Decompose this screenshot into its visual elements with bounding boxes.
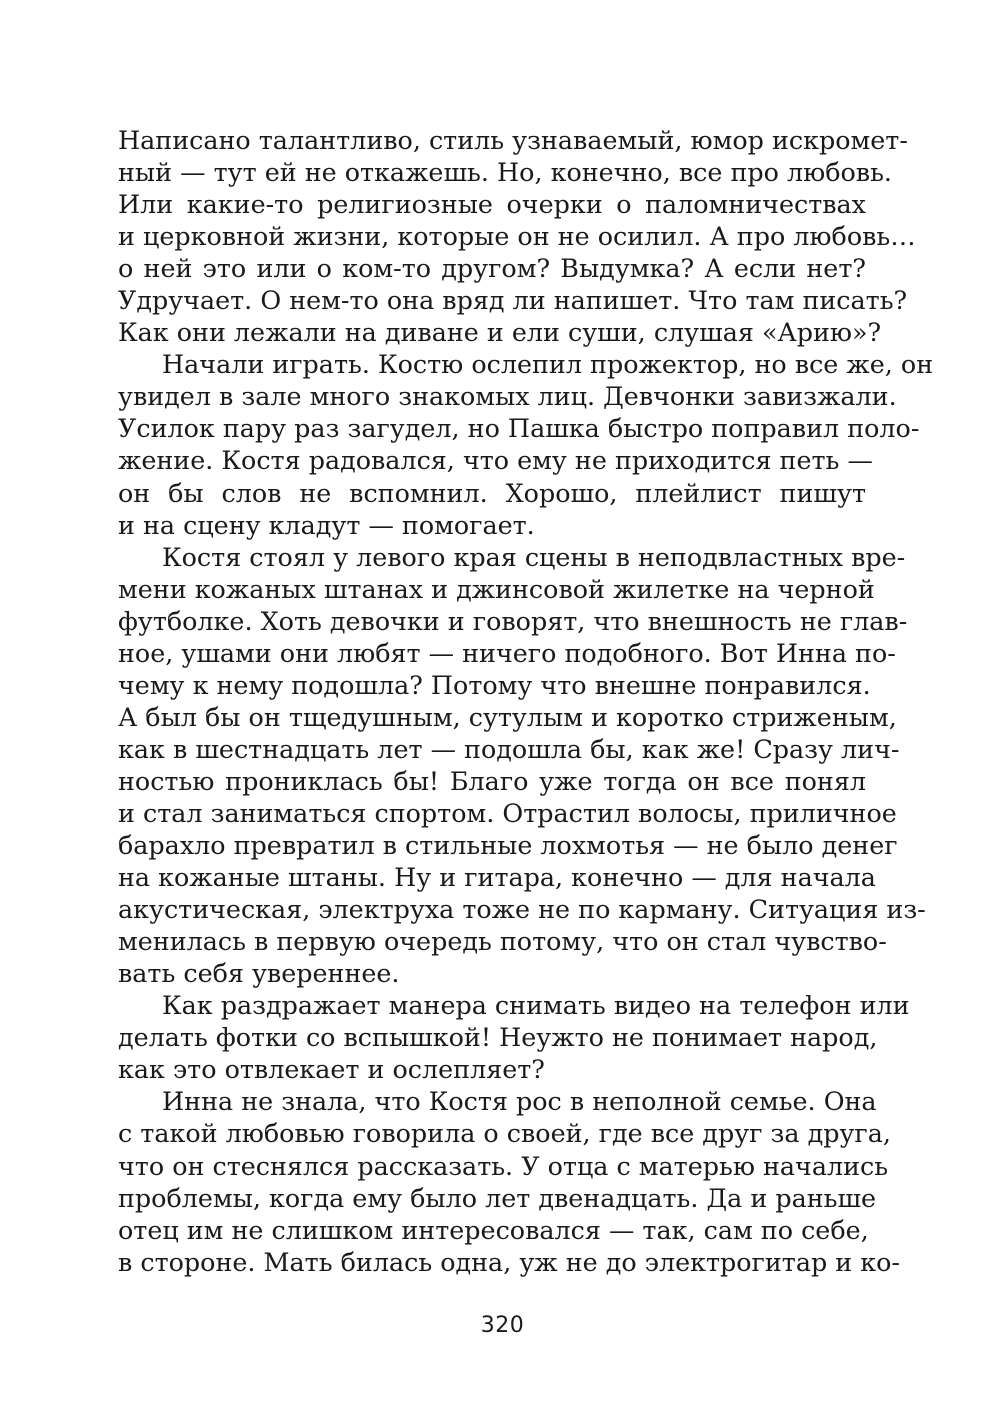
text-line: делать фотки со вспышкой! Неужто не понимает народ, <box>118 1022 878 1053</box>
text-line: ный — тут ей не откажешь. Но, конечно, все про любовь. <box>118 157 892 188</box>
text-line: Или какие-то религиозные очерки о паломничествах <box>118 189 866 220</box>
text-line: отец им не слишком интересовался — так, сам по себе, <box>118 1214 869 1245</box>
text-line: что он стеснялся рассказать. У отца с матерью начались <box>118 1150 889 1181</box>
paragraph <box>118 1085 901 1277</box>
text-line: вать себя увереннее. <box>118 958 400 989</box>
text-line: увидел в зале много знакомых лиц. Девчонки завизжали. <box>118 381 897 412</box>
paragraph <box>118 989 910 1085</box>
text-line: менилась в первую очередь потому, что он стал чувство- <box>118 926 887 957</box>
page-number: 320 <box>480 1313 525 1338</box>
text-line: Удручает. О нем-то она вряд ли напишет. Что там писать? <box>118 285 908 316</box>
text-line: он бы слов не вспомнил. Хорошо, плейлист пишут <box>118 477 866 508</box>
text-line: на кожаные штаны. Ну и гитара, конечно — для начала <box>118 862 876 893</box>
text-line: ное, ушами они любят — ничего подобного. Вот Инна по- <box>118 637 896 668</box>
text-line: жение. Костя радовался, что ему не приходится петь — <box>118 445 873 476</box>
text-line: мени кожаных штанах и джинсовой жилетке на черной <box>118 573 875 604</box>
text-line: Инна не знала, что Костя рос в неполной семье. Она <box>162 1086 877 1117</box>
text-line: Костя стоял у левого края сцены в неподвластных вре- <box>162 541 906 572</box>
text-line: Написано талантливо, стиль узнаваемый, юмор искромет- <box>118 125 908 155</box>
text-line: Начали играть. Костю ослепил прожектор, но все же, он <box>162 349 934 380</box>
text-line: Усилок пару раз загудел, но Пашка быстро поправил поло- <box>118 413 920 444</box>
text-line: как это отвлекает и ослепляет? <box>118 1054 545 1085</box>
paragraph <box>118 541 926 990</box>
text-line: Как раздражает манера снимать видео на телефон или <box>162 990 910 1021</box>
text-line: с такой любовью говорила о своей, где все друг за друга, <box>118 1118 891 1149</box>
text-line: А был бы он тщедушным, сутулым и коротко стриженым, <box>118 701 897 732</box>
text-line: барахло превратил в стильные лохмотья — не было денег <box>118 830 898 861</box>
paragraph <box>118 348 934 540</box>
paragraph <box>118 124 916 348</box>
text-line: и на сцену кладут — помогает. <box>118 509 535 540</box>
text-line: Как они лежали на диване и ели суши, слушая «Арию»? <box>118 317 882 348</box>
text-line: и церковной жизни, которые он не осилил. А про любовь… <box>118 221 916 252</box>
text-line: как в шестнадцать лет — подошла бы, как же! Сразу лич- <box>118 733 900 764</box>
text-line: акустическая, электруха тоже не по карману. Ситуация из- <box>118 894 926 925</box>
text-line: ностью прониклась бы! Благо уже тогда он все понял <box>118 765 866 796</box>
text-line: футболке. Хоть девочки и говорят, что внешность не глав- <box>118 605 908 636</box>
text-line: проблемы, когда ему было лет двенадцать. Да и раньше <box>118 1182 877 1213</box>
text-line: чему к нему подошла? Потому что внешне понравился. <box>118 669 871 700</box>
text-line: в стороне. Мать билась одна, уж не до электрогитар и ко- <box>118 1246 901 1277</box>
text-line: о ней это или о ком-то другом? Выдумка? А если нет? <box>118 253 866 284</box>
text-line: и стал заниматься спортом. Отрастил волосы, приличное <box>118 797 897 828</box>
body-text <box>118 124 934 1278</box>
